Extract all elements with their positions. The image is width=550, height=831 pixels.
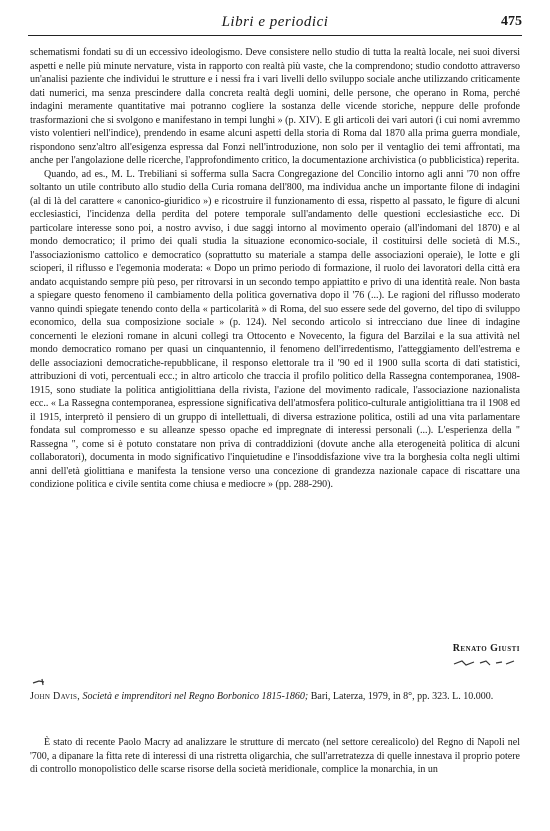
review-body xyxy=(30,46,520,492)
running-header xyxy=(28,10,522,36)
book-title: Società e imprenditori nel Regno Borbonico 1815-1860; xyxy=(82,691,309,702)
running-title: Libri e periodici xyxy=(221,14,329,30)
reviewer-signature: Renato Giusti xyxy=(452,643,520,654)
next-review-paragraph: È stato di recente Paolo Macry ad analizzare le strutture di mercato (nel settore cerealicolo) del Regno di Napoli nel '700, a dipanare la fitta rete di interessi di una ristretta oligarchia, che sull'arretratezza di quelle innestava il proprio potere di controllo monopolistico delle scarse risorse della società meridionale, complice la monarchia, in un xyxy=(30,737,520,775)
book-details: Bari, Laterza, 1979, in 8°, pp. 323. L. 10.000. xyxy=(310,691,494,702)
next-review xyxy=(30,736,520,777)
ink-mark xyxy=(32,678,46,686)
book-author: John Davis, xyxy=(30,691,81,702)
header-rule xyxy=(28,35,522,36)
body-paragraph-1: schematismi fondati su di un eccessivo ideologismo. Deve consistere nello studio di tutta la realtà locale, nei suoi diversi aspetti e nelle più minute nervature, vista in rapporto con realtà più vaste, che la comprendono; studio condotto attraverso un'analisi paziente che individui le strutture e i nessi fra i vari livelli dello sviluppo sociale anche utilizzando criticamente dati numerici, ma senza prescindere dalla concreta realtà degli uomini, delle persone, che operano in Roma, perché indagini meramente quantitative mai potranno cogliere la sostanza delle vicende storiche, neppure delle profonde trasformazioni che si svolgono e manifestano in tempi lunghi » (p. XIV). E gli articoli dei vari autori (i cui nomi avremmo visto volentieri nell'indice), prendendo in esame alcuni aspetti della storia di Roma dal 1870 alla prima guerra mondiale, rispondono senz'altro all'esigenza espressa dal Fonzi nell'introduzione, non solo per il ventaglio dei temi affrontati, ma anche per l'angolazione delle ricerche, l'approfondimento critico, la documentazione archivistica (o pubblicistica) reperita. xyxy=(30,47,520,166)
body-paragraph-2: Quando, ad es., M. L. Trebiliani si sofferma sulla Sacra Congregazione del Concilio intorno agli anni '70 non offre soltanto un utile contributo allo studio della Curia romana dell'800, ma individua anche un importante filone di indagini (al di là del carattere « canonico-giuridico ») e ricostruire il funzionamento di essa, rispetto al passato, le figure di alcuni ecclesiastici, l'incidenza della perdita del potere temporale sull'andamento delle questioni ecclesiastiche ecc. Di particolare interesse sono poi, a nostro avviso, i due saggi intorno al movimento operaio (all'indomani del 1870) e al mondo democratico; il primo dei quali studia la situazione economico-sociale, il costituirsi delle società di M.S., l'associazionismo cattolico e democratico (soprattutto su materiale a stampa delle associazioni operaie), le lotte e gli scioperi, il riflusso e l'egemonia moderata: « Dopo un primo periodo di formazione, il ruolo dei lavoratori della città era andato acquistando sempre più peso, per ritrovarsi in un secondo tempo appiattito e privo di una identità reale. Non basta a spiegare questo fenomeno il cambiamento della politica governativa dopo il '76 (...). Le ragioni del riflusso moderato vanno quindi spiegate tenendo conto della « particolarità » di Roma, del suo essere sede del governo, del tipo di sviluppo economico, della sua composizione sociale » (p. 124). Nel secondo articolo si intrecciano due linee di indagine concernenti le elezioni romane in alcuni collegi tra Ottocento e Novecento, la figura del Barzilai e la sua attività nel mondo democratico romano per quasi un cinquantennio, il fenomeno dell'irredentismo, l'atteggiamento dell'estrema e delle associazioni democratiche-repubblicane, il responso elettorale tra il '90 ed il 1900 sulla scorta di dati statistici, attribuzioni di voti, percentuali ecc.; in altro articolo che traccia il profilo politico della Rassegna contemporanea, 1908-1915, sono studiate la politica antigiolittiana della rivista, l'azione del movimento radicale, l'associazione nazionalista ecc.. « La Rassegna contemporanea, espressione significativa dell'atmosfera politico-culturale antigiolittiana tra il 1908 ed il 1915, interpretò il pensiero di un gruppo di intellettuali, di diversa estrazione politica, ostili ad una vita parlamentare fondata sul compromesso e su alleanze spesso opache ed impregnate di interessi personali (...). L'esperienza della " Rassegna ", come si è potuto constatare non priva di contraddizioni (dovute anche alla eterogeneità politica di alcuni collaboratori), documenta in modo significativo l'inquietudine e l'insoddisfazione vive tra la borghesia colta negli ultimi anni dell'età giolittiana e manifesta la tensione verso una concezione di grandezza nazionale capace di riscattare una condizione politica e civile sentita come chiusa e mediocre » (pp. 288-290). xyxy=(30,168,520,490)
ink-smudge-mark xyxy=(452,658,516,668)
book-entry xyxy=(30,690,520,704)
page-number: 475 xyxy=(501,14,522,29)
